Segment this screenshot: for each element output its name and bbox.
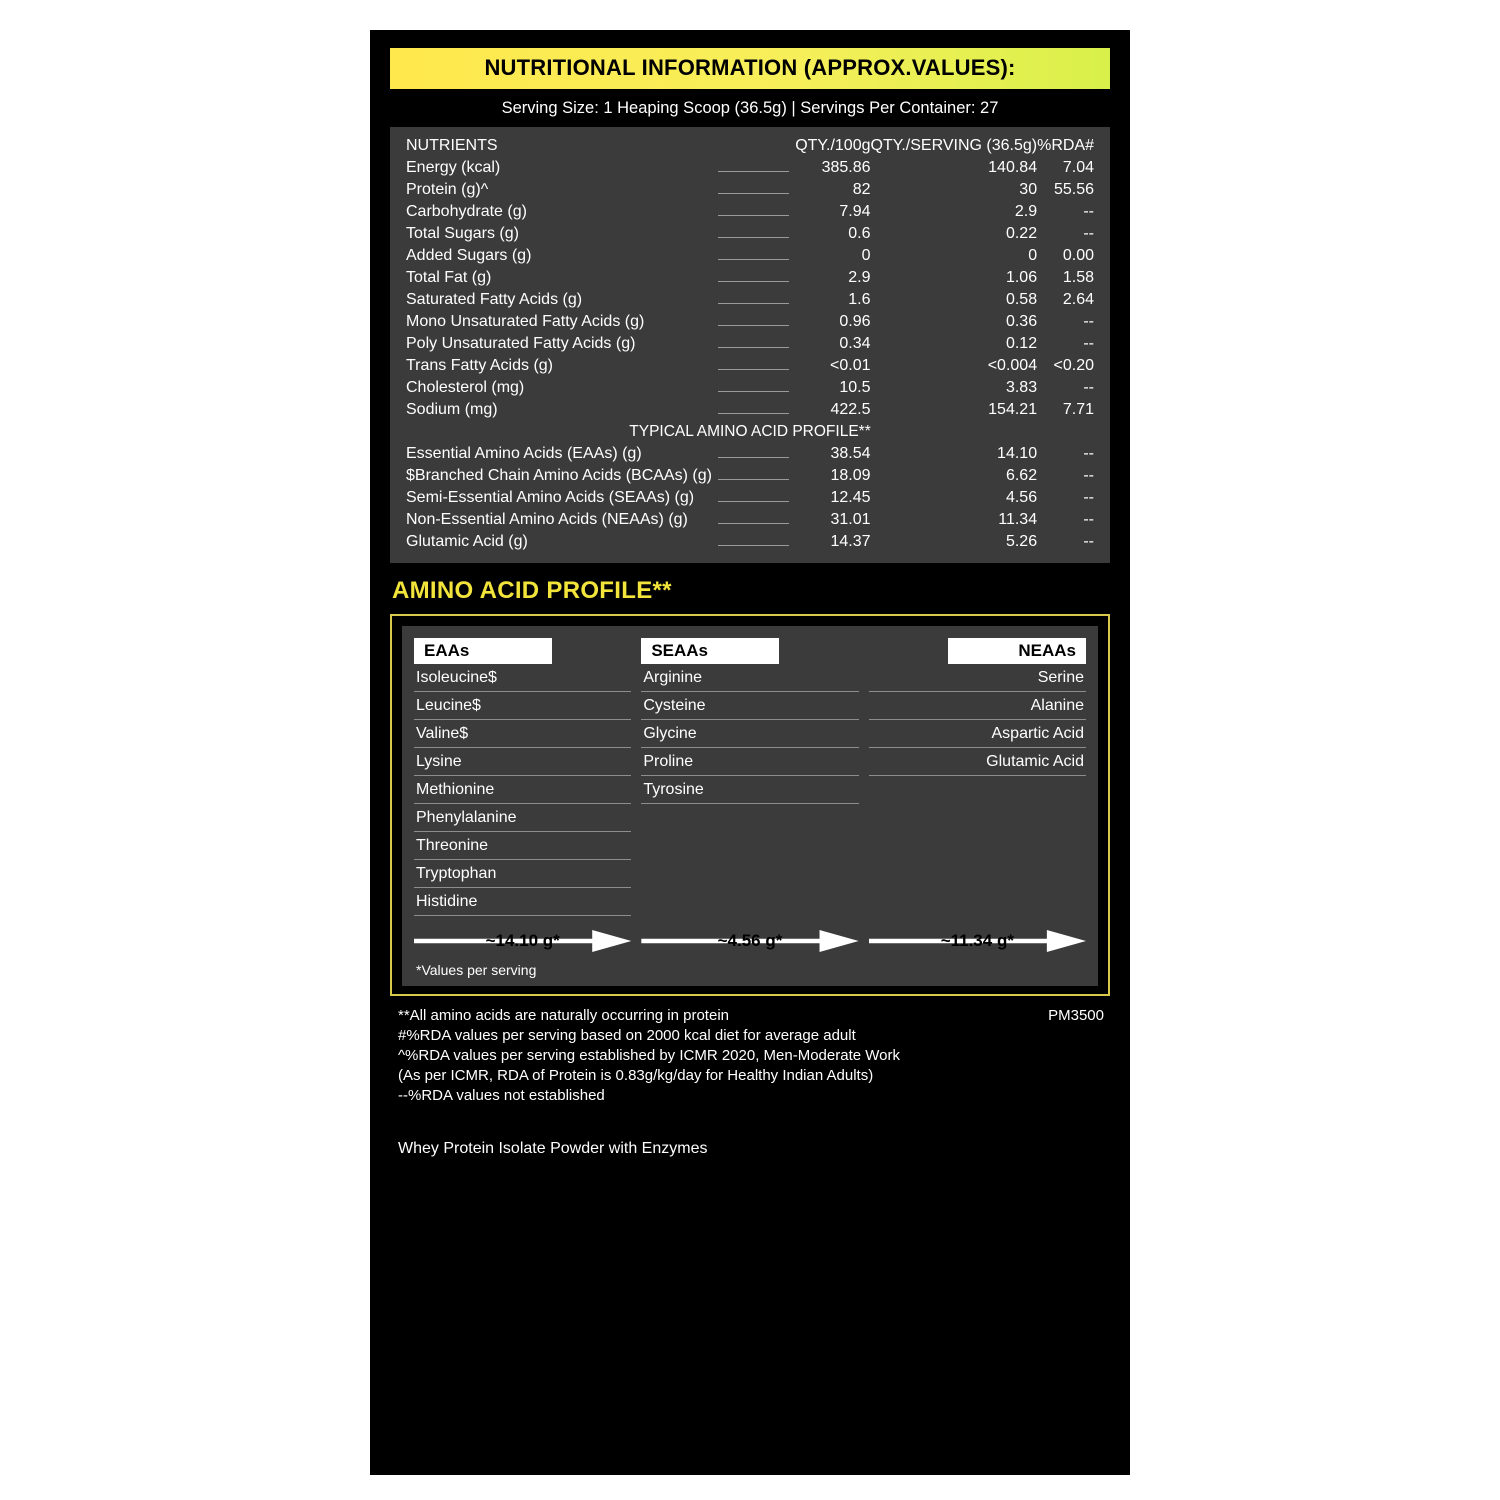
row-per-serving: 0.22 xyxy=(1005,225,1038,242)
table-row xyxy=(406,223,1094,245)
row-per-serving: 154.21 xyxy=(988,401,1038,418)
leader-line xyxy=(718,316,789,326)
col-rda: %RDA# xyxy=(1037,137,1094,154)
table-row xyxy=(406,487,1094,509)
table-row xyxy=(406,311,1094,333)
leader-line xyxy=(718,184,789,194)
amino-column-header: NEAAs xyxy=(948,638,1086,664)
row-per-100g: 422.5 xyxy=(830,401,871,418)
row-rda: 7.71 xyxy=(1062,401,1094,418)
leader-line xyxy=(718,338,789,348)
table-row xyxy=(406,377,1094,399)
row-rda: -- xyxy=(1083,203,1094,220)
list-item: Threonine xyxy=(414,832,631,860)
row-per-serving: 5.26 xyxy=(1005,533,1038,550)
row-rda: 2.64 xyxy=(1062,291,1094,308)
row-per-100g: 38.54 xyxy=(830,445,871,462)
amino-totals-row xyxy=(402,916,1098,958)
table-row xyxy=(406,267,1094,289)
row-rda: -- xyxy=(1083,225,1094,242)
table-row xyxy=(406,509,1094,531)
leader-line xyxy=(718,250,789,260)
nutrition-table xyxy=(406,135,1094,553)
footnotes xyxy=(390,996,1110,1106)
row-per-serving: 0.58 xyxy=(1005,291,1038,308)
row-label: Essential Amino Acids (EAAs) (g) xyxy=(406,445,642,462)
col-per-serving: QTY./SERVING (36.5g) xyxy=(870,137,1038,154)
table-row xyxy=(406,531,1094,553)
leader-line xyxy=(718,514,789,524)
row-per-100g: 0.96 xyxy=(839,313,871,330)
serving-info: Serving Size: 1 Heaping Scoop (36.5g) | Servings Per Container: 27 xyxy=(501,99,999,117)
list-item: Tryptophan xyxy=(414,860,631,888)
table-row xyxy=(406,289,1094,311)
values-per-serving-note: *Values per serving xyxy=(402,958,1098,986)
leader-line xyxy=(718,404,789,414)
amino-subheading: TYPICAL AMINO ACID PROFILE** xyxy=(629,423,871,440)
row-rda: <0.20 xyxy=(1053,357,1094,374)
row-per-serving: 14.10 xyxy=(997,445,1038,462)
row-per-serving: 4.56 xyxy=(1005,489,1038,506)
list-item: Leucine$ xyxy=(414,692,631,720)
amino-total-eaas xyxy=(414,924,631,958)
list-item: Glycine xyxy=(641,720,858,748)
row-rda: -- xyxy=(1083,379,1094,396)
leader-line xyxy=(718,360,789,370)
table-row xyxy=(406,443,1094,465)
table-row xyxy=(406,245,1094,267)
leader-line xyxy=(718,162,789,172)
row-rda: -- xyxy=(1083,313,1094,330)
footnote-line: ^%RDA values per serving established by ICMR 2020, Men-Moderate Work xyxy=(398,1047,900,1064)
row-rda: -- xyxy=(1083,335,1094,352)
row-label: Total Sugars (g) xyxy=(406,225,519,242)
leader-line xyxy=(718,228,789,238)
row-per-serving: 11.34 xyxy=(998,511,1038,528)
list-item: Isoleucine$ xyxy=(414,664,631,692)
row-label: Mono Unsaturated Fatty Acids (g) xyxy=(406,313,645,330)
row-per-100g: 10.5 xyxy=(839,379,871,396)
row-label: Saturated Fatty Acids (g) xyxy=(406,291,583,308)
list-item: Methionine xyxy=(414,776,631,804)
product-code: PM3500 xyxy=(1048,1007,1104,1024)
amino-total-value: ~14.10 g* xyxy=(485,931,560,950)
leader-line xyxy=(718,206,789,216)
amino-column-header: EAAs xyxy=(414,638,552,664)
row-label: Protein (g)^ xyxy=(406,181,489,198)
amino-total-neaas xyxy=(869,924,1086,958)
row-per-serving: 6.62 xyxy=(1005,467,1038,484)
list-item: Aspartic Acid xyxy=(869,720,1086,748)
footnote-line: #%RDA values per serving based on 2000 kcal diet for average adult xyxy=(398,1027,856,1044)
row-label: Energy (kcal) xyxy=(406,159,501,176)
row-label: Sodium (mg) xyxy=(406,401,498,418)
row-label: Carbohydrate (g) xyxy=(406,203,527,220)
row-per-100g: 12.45 xyxy=(830,489,871,506)
row-per-serving: <0.004 xyxy=(987,357,1038,374)
amino-total-value: ~4.56 g* xyxy=(717,931,783,950)
row-per-serving: 2.9 xyxy=(1014,203,1038,220)
row-rda: -- xyxy=(1083,511,1094,528)
row-label: $Branched Chain Amino Acids (BCAAs) (g) xyxy=(406,467,712,484)
list-item: Serine xyxy=(869,664,1086,692)
amino-acid-profile-box xyxy=(390,614,1110,996)
list-item: Alanine xyxy=(869,692,1086,720)
product-description: Whey Protein Isolate Powder with Enzymes xyxy=(398,1140,708,1157)
table-header-row xyxy=(406,135,1094,157)
row-per-serving: 0.12 xyxy=(1005,335,1038,352)
row-per-100g: 1.6 xyxy=(848,291,871,308)
footnote-line: --%RDA values not established xyxy=(398,1087,605,1104)
table-row xyxy=(406,179,1094,201)
label-title: NUTRITIONAL INFORMATION (APPROX.VALUES): xyxy=(390,48,1110,89)
list-item: Proline xyxy=(641,748,858,776)
row-rda: -- xyxy=(1083,533,1094,550)
leader-line xyxy=(718,536,789,546)
row-rda: 0.00 xyxy=(1062,247,1094,264)
amino-acid-profile-heading: AMINO ACID PROFILE** xyxy=(392,577,672,604)
row-label: Glutamic Acid (g) xyxy=(406,533,528,550)
amino-column-neaas xyxy=(869,638,1086,916)
row-per-serving: 140.84 xyxy=(988,159,1038,176)
row-label: Trans Fatty Acids (g) xyxy=(406,357,553,374)
list-item: Valine$ xyxy=(414,720,631,748)
row-label: Poly Unsaturated Fatty Acids (g) xyxy=(406,335,636,352)
table-row xyxy=(406,333,1094,355)
row-per-100g: 7.94 xyxy=(839,203,871,220)
table-row xyxy=(406,355,1094,377)
leader-line xyxy=(718,382,789,392)
nutrition-table-box xyxy=(390,127,1110,563)
row-label: Cholesterol (mg) xyxy=(406,379,525,396)
row-label: Semi-Essential Amino Acids (SEAAs) (g) xyxy=(406,489,695,506)
row-per-serving: 0.36 xyxy=(1005,313,1038,330)
row-rda: 55.56 xyxy=(1053,181,1094,198)
leader-line xyxy=(718,470,789,480)
leader-line xyxy=(718,448,789,458)
amino-subheading-row xyxy=(406,421,1094,443)
footnote-line: **All amino acids are naturally occurring in protein xyxy=(398,1007,729,1024)
row-per-100g: 31.01 xyxy=(830,511,871,528)
row-label: Non-Essential Amino Acids (NEAAs) (g) xyxy=(406,511,688,528)
row-per-100g: 82 xyxy=(852,181,871,198)
list-item: Phenylalanine xyxy=(414,804,631,832)
row-per-serving: 0 xyxy=(1028,247,1038,264)
leader-line xyxy=(718,272,789,282)
list-item: Glutamic Acid xyxy=(869,748,1086,776)
list-item: Cysteine xyxy=(641,692,858,720)
row-per-100g: <0.01 xyxy=(830,357,871,374)
table-row xyxy=(406,157,1094,179)
col-per-100g: QTY./100g xyxy=(795,137,871,154)
amino-column-eaas xyxy=(414,638,631,916)
list-item: Histidine xyxy=(414,888,631,916)
leader-line xyxy=(718,492,789,502)
row-per-100g: 2.9 xyxy=(848,269,871,286)
row-rda: -- xyxy=(1083,489,1094,506)
row-per-100g: 0.6 xyxy=(848,225,871,242)
amino-total-value: ~11.34 g* xyxy=(940,931,1014,950)
table-row xyxy=(406,201,1094,223)
col-nutrients: NUTRIENTS xyxy=(406,137,498,154)
row-per-100g: 0 xyxy=(861,247,871,264)
list-item: Arginine xyxy=(641,664,858,692)
row-label: Added Sugars (g) xyxy=(406,247,532,264)
row-label: Total Fat (g) xyxy=(406,269,492,286)
amino-column-seaas xyxy=(641,638,858,916)
leader-line xyxy=(718,294,789,304)
list-item: Lysine xyxy=(414,748,631,776)
table-row xyxy=(406,399,1094,421)
row-per-100g: 0.34 xyxy=(839,335,871,352)
row-rda: 7.04 xyxy=(1062,159,1094,176)
row-per-serving: 3.83 xyxy=(1005,379,1038,396)
list-item: Tyrosine xyxy=(641,776,858,804)
footnote-line: (As per ICMR, RDA of Protein is 0.83g/kg/day for Healthy Indian Adults) xyxy=(398,1067,874,1084)
row-per-serving: 1.06 xyxy=(1005,269,1038,286)
row-rda: -- xyxy=(1083,467,1094,484)
row-per-100g: 385.86 xyxy=(821,159,871,176)
table-row xyxy=(406,465,1094,487)
row-rda: -- xyxy=(1083,445,1094,462)
nutrition-label-panel xyxy=(370,30,1130,1475)
row-per-serving: 30 xyxy=(1019,181,1038,198)
row-per-100g: 14.37 xyxy=(830,533,871,550)
row-rda: 1.58 xyxy=(1062,269,1094,286)
amino-column-header: SEAAs xyxy=(641,638,779,664)
amino-total-seaas xyxy=(641,924,858,958)
row-per-100g: 18.09 xyxy=(830,467,871,484)
